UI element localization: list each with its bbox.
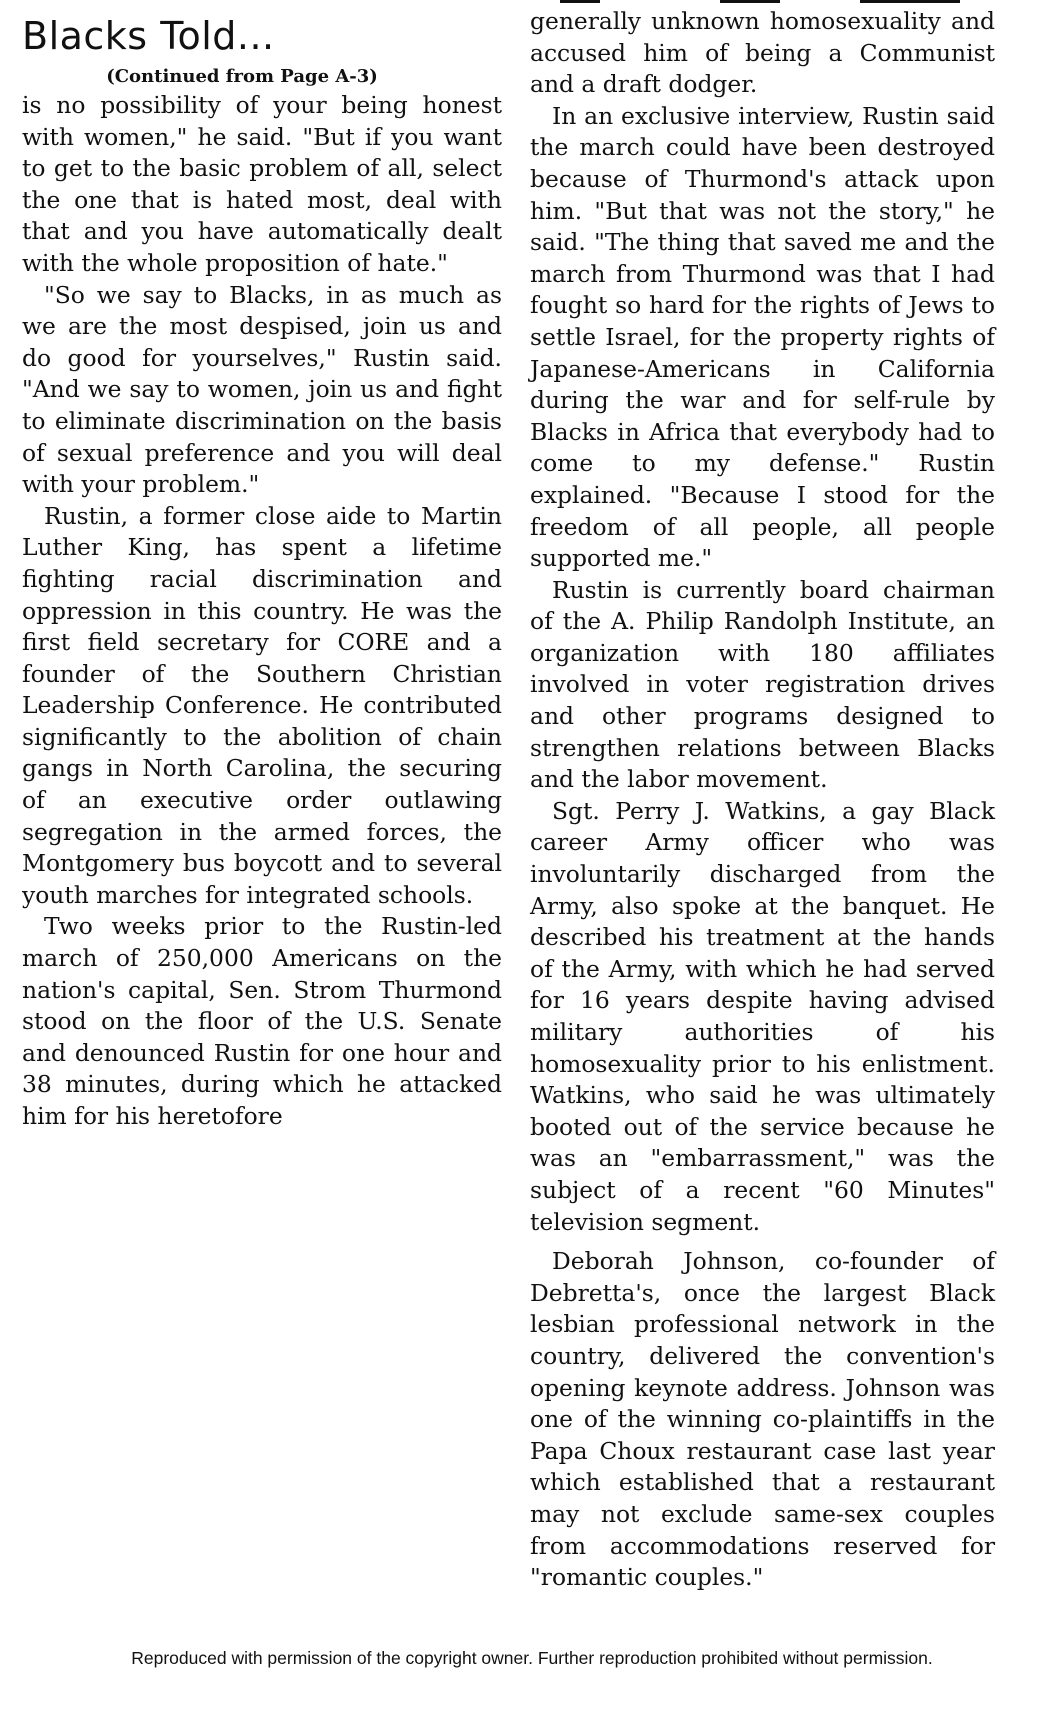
paragraph: Two weeks prior to the Rustin-led march of 250,000 Americans on the nation's capital, Sen. Strom Thurmond stood on the floor of the U.S. Senate and denounced Rustin for one hour and 38 minutes, during which he attacked him for his heretofore <box>22 912 502 1130</box>
paragraph: Rustin is currently board chairman of the A. Philip Randolph Institute, an organization with 180 affiliates involved in voter registration drives and other programs designed to strengthen relations between Blacks and the labor movement. <box>530 575 995 794</box>
copyright-notice: Reproduced with permission of the copyright owner. Further reproduction prohibited without permission. <box>131 1648 933 1668</box>
paragraph: In an exclusive interview, Rustin said the march could have been destroyed because of Thurmond's attack upon him. "But that was not the story," he said. "The thing that saved me and the march from Thurmond was that I had fought so hard for the rights of Jews to settle Israel, for the property rights of Japanese-Americans in California during the war and for self-rule by Blacks in Africa that everybody had to come to my defense." Rustin explained. "Because I stood for the freedom of all people, all people supported me." <box>530 101 995 573</box>
paragraph: generally unknown homosexuality and accused him of being a Communist and a draft dodger. <box>530 7 995 99</box>
continued-line: (Continued from Page A-3) <box>106 66 378 87</box>
paragraph: is no possibility of your being honest with women," he said. "But if you want to get to the basic problem of all, select the one that is hated most, deal with that and you have automatically dealt with the whole proposition of hate." <box>22 91 502 277</box>
right-column <box>530 0 995 1594</box>
right-column-text <box>530 6 995 1594</box>
headline: Blacks Told... <box>22 14 275 58</box>
left-column <box>22 0 502 1133</box>
paragraph: Sgt. Perry J. Watkins, a gay Black career Army officer who was involuntarily discharged from the Army, also spoke at the banquet. He described his treatment at the hands of the Army, with which he had served for 16 years despite having advised military authorities of his homosexuality prior to his enlistment. Watkins, who said he was ultimately booted out of the service because he was an "embarrassment," was the subject of a recent "60 Minutes" television segment. <box>530 796 995 1236</box>
paragraph: Deborah Johnson, co-founder of Debretta's, once the largest Black lesbian professional network in the country, delivered the convention's opening keynote address. Johnson was one of the winning co-plaintiffs in the Papa Choux restaurant case last year which established that a restaurant may not exclude same-sex couples from accommodations reserved for "romantic couples." <box>530 1247 995 1592</box>
paragraph: Rustin, a former close aide to Martin Luther King, has spent a lifetime fighting racial discrimination and oppression in this country. He was the first field secretary for CORE and a founder of the Southern Christian Leadership Conference. He contributed significantly to the abolition of chain gangs in North Carolina, the securing of an executive order outlawing segregation in the armed forces, the Montgomery bus boycott and to several youth marches for integrated schools. <box>22 501 502 909</box>
left-column-text <box>22 90 502 1133</box>
paragraph: "So we say to Blacks, in as much as we are the most despised, join us and do good for yourselves," Rustin said. "And we say to women, join us and fight to eliminate discrimination on the basis of sexual preference and you will deal with your problem." <box>22 280 502 499</box>
